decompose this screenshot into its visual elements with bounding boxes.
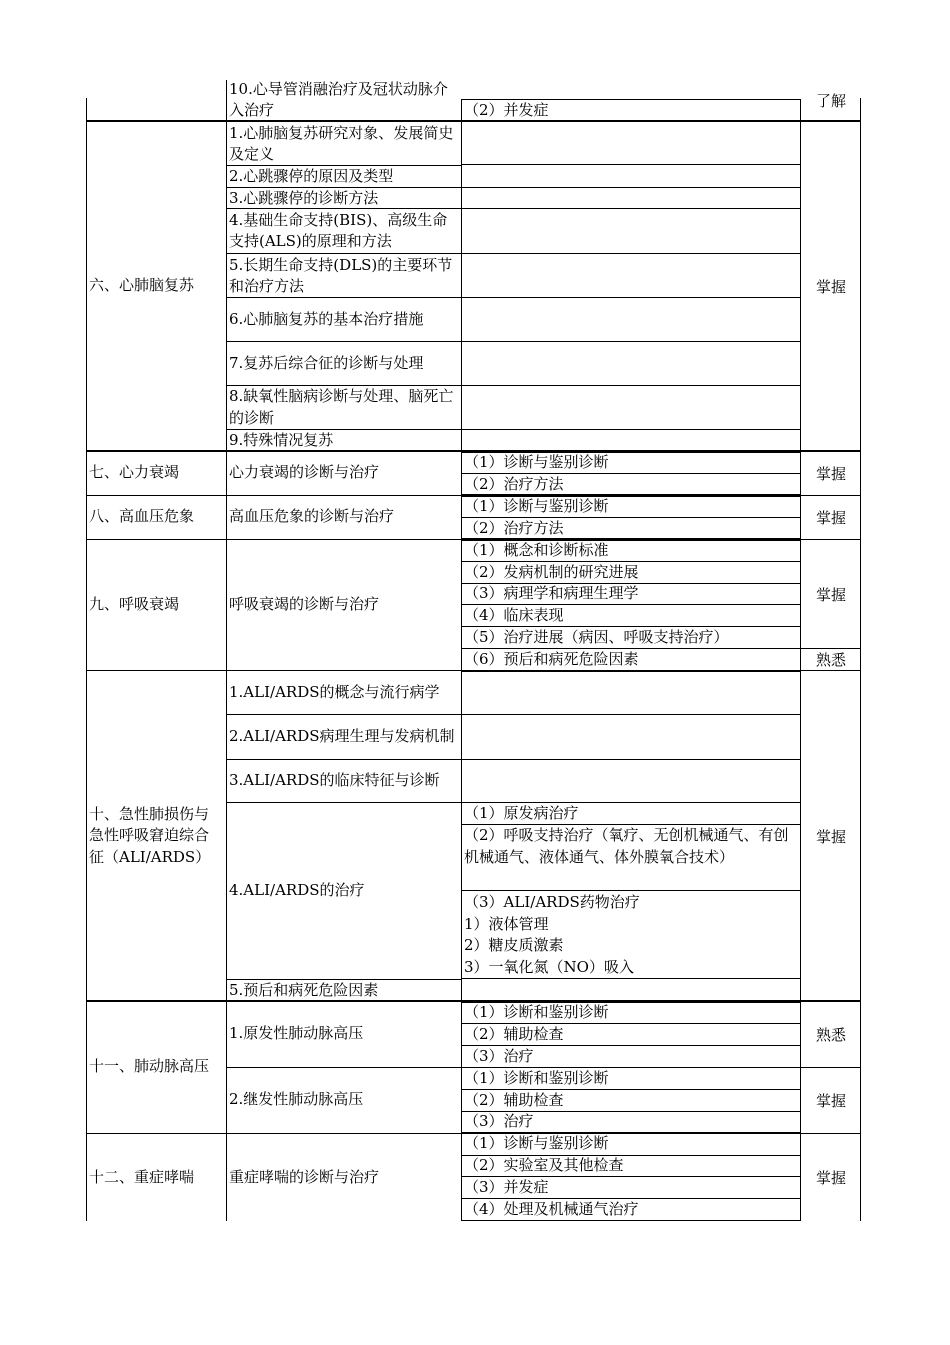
level-cell: 了解 [815,91,846,110]
level-cell: 掌握 [815,1091,846,1110]
sub-text: （2）呼吸支持治疗（氧疗、无创机械通气、有创机械通气、液体通气、体外膜氧合技术） [464,826,789,866]
level-cell: 掌握 [815,508,846,527]
sub-box [461,759,801,803]
topic-item: 2.ALI/ARDS病理生理与发病机制 [229,727,455,746]
sub-text: （2）发病机制的研究进展 [464,563,639,581]
level-cell: 掌握 [815,277,846,296]
table-left-border [86,98,87,1221]
sub-text: 2）糖皮质激素 [464,936,564,954]
sub-text: （3）治疗 [464,1047,534,1065]
sub-text: （1）概念和诊断标准 [464,541,609,559]
topic-item: 1.原发性肺动脉高压 [229,1024,364,1043]
sub-box [461,253,801,298]
sub-text: （2）辅助检查 [464,1025,564,1043]
level-cell: 掌握 [815,464,846,483]
sub-text: （2）实验室及其他检查 [464,1156,624,1174]
sub-text: （2）治疗方法 [464,519,564,537]
sub-text: （3）治疗 [464,1112,534,1130]
sub-text: 1）液体管理 [464,915,549,933]
topic-item: 4.基础生命支持(BIS)、高级生命支持(ALS)的原理和方法 [229,210,448,250]
column-divider-1 [226,80,227,1221]
topic-item: 高血压危象的诊断与治疗 [229,507,395,526]
column-divider-3 [860,98,861,1221]
sub-text: （2）辅助检查 [464,1091,564,1109]
topic-item: 重症哮喘的诊断与治疗 [229,1167,380,1186]
sub-text: （5）治疗进展（病因、呼吸支持治疗） [464,628,729,646]
topic-item: 呼吸衰竭的诊断与治疗 [229,595,380,614]
topic-item: 6.心肺脑复苏的基本治疗措施 [229,309,424,328]
sub-text: （2）并发症 [464,101,549,119]
sub-text: （1）诊断与鉴别诊断 [464,1134,609,1152]
sub-box [461,121,801,165]
topic-item: 9.特殊情况复苏 [229,430,334,449]
topic-item: 1.心肺脑复苏研究对象、发展简史及定义 [229,123,454,163]
topic-item: 5.长期生命支持(DLS)的主要环节和治疗方法 [229,255,453,295]
topic-item: 5.预后和病死危险因素 [229,980,379,999]
sub-text: （3）病理学和病理生理学 [464,584,639,602]
sub-box [461,429,801,451]
sub-text: （1）诊断和鉴别诊断 [464,1069,609,1087]
sub-box [461,385,801,430]
level-cell: 熟悉 [815,651,846,669]
section-title: 八、高血压危象 [89,507,195,526]
level-cell: 掌握 [815,585,846,604]
section-title: 六、心肺脑复苏 [89,276,195,295]
topic-item: 8.缺氧性脑病诊断与处理、脑死亡的诊断 [229,387,454,427]
sub-text: （3）ALI/ARDS药物治疗 [464,893,640,911]
sub-box [461,341,801,386]
sub-text: （6）预后和病死危险因素 [464,650,639,668]
topic-item: 2.继发性肺动脉高压 [229,1090,364,1109]
section-title: 十二、重症哮喘 [89,1167,195,1186]
sub-text: 3）一氧化氮（NO）吸入 [464,958,634,976]
topic-item: 1.ALI/ARDS的概念与流行病学 [229,683,440,702]
topic-item: 心力衰竭的诊断与治疗 [229,463,380,482]
topic-item: 4.ALI/ARDS的治疗 [229,880,365,899]
topic-text: 10.心导管消融治疗及冠状动脉介入治疗 [229,79,448,119]
sub-text: （1）诊断和鉴别诊断 [464,1003,609,1021]
sub-box [461,208,801,254]
sub-text: （4）临床表现 [464,606,564,624]
sub-box [461,671,801,715]
sub-text: （4）处理及机械通气治疗 [464,1200,639,1218]
level-cell: 熟悉 [815,1025,846,1044]
sub-box [461,164,801,188]
sub-text: （3）并发症 [464,1178,549,1196]
sub-text: （1）诊断与鉴别诊断 [464,453,609,471]
topic-item: 3.ALI/ARDS的临床特征与诊断 [229,771,440,790]
section-title: 九、呼吸衰竭 [89,595,180,614]
level-cell: 掌握 [815,827,846,846]
sub-box [461,187,801,209]
section-title: 十、急性肺损伤与急性呼吸窘迫综合征（ALI/ARDS） [89,804,211,866]
sub-text: （2）治疗方法 [464,475,564,493]
sub-box [461,714,801,760]
section-title: 十一、肺动脉高压 [89,1057,210,1076]
level-cell: 掌握 [815,1169,846,1187]
sub-text: （1）原发病治疗 [464,804,579,822]
topic-item: 2.心跳骤停的原因及类型 [229,167,394,186]
table-cell-topic [229,79,461,121]
sub-box [461,978,801,1001]
section-title: 七、心力衰竭 [89,463,180,482]
topic-item: 3.心跳骤停的诊断方法 [229,189,379,208]
sub-text: （1）诊断与鉴别诊断 [464,497,609,515]
topic-item: 7.复苏后综合征的诊断与处理 [229,353,424,372]
sub-box [461,297,801,342]
